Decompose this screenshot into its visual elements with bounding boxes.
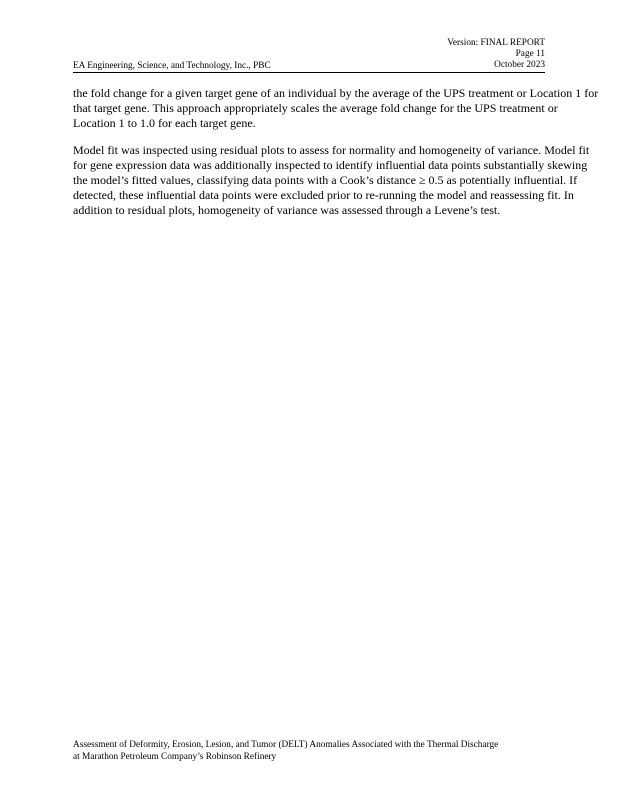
header-meta — [447, 38, 545, 72]
page-number: Page 11 — [515, 49, 545, 60]
footer-title-line: at Marathon Petroleum Company’s Robinson Refinery — [73, 751, 277, 762]
footer-title-line: Assessment of Deformity, Erosion, Lesion, and Tumor (DELT) Anomalies Associated with the Thermal Discharge — [73, 740, 499, 750]
report-date: October 2023 — [494, 60, 545, 71]
body-paragraph: the fold change for a given target gene of an individual by the average of the UPS treatment or Location 1 for that target gene. This approach appropriately scales the average fold change for the UPS treatment or Location 1 to 1.0 for each target gene. — [73, 86, 599, 130]
report-footer — [73, 740, 498, 763]
company-name: EA Engineering, Science, and Technology, Inc., PBC — [73, 61, 271, 71]
body-paragraph: Model fit was inspected using residual plots to assess for normality and homogeneity of variance. Model fit for gene expression data was additionally inspected to identify influential data points substantially skewing the model’s fitted values, classifying data points with a Cook’s distance ≥ 0.5 as potentially influential. If detected, these influential data points were excluded prior to re-running the model and reassessing fit. In addition to residual plots, homogeneity of variance was assessed through a Levene’s test. — [73, 143, 590, 217]
report-body — [73, 86, 603, 230]
header-divider — [73, 72, 545, 73]
report-version: Version: FINAL REPORT — [447, 38, 545, 48]
